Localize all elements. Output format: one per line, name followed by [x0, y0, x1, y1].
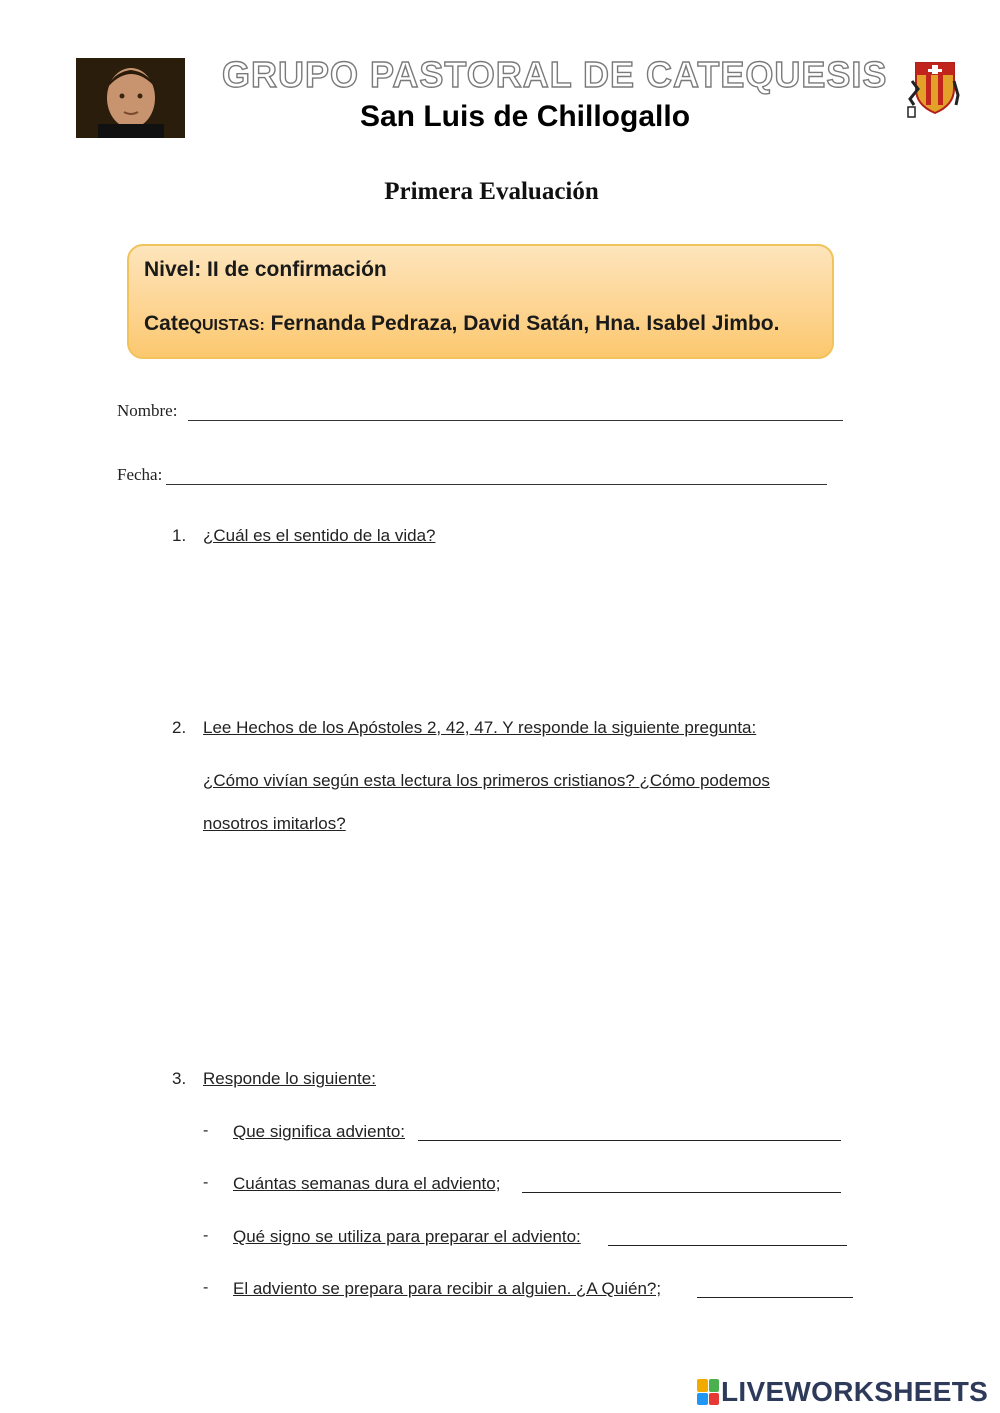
- item-text: Cuántas semanas dura el adviento;: [233, 1174, 501, 1193]
- page-title: Primera Evaluación: [384, 178, 599, 205]
- name-input-line[interactable]: [188, 420, 843, 421]
- org-location: San Luis de Chillogallo: [359, 100, 691, 133]
- item-text: El adviento se prepara para recibir a alguien. ¿A Quién?;: [233, 1279, 662, 1298]
- date-input-line[interactable]: [166, 484, 827, 485]
- answer-input-line[interactable]: [418, 1140, 841, 1141]
- liveworksheets-logo-icon: [697, 1379, 719, 1405]
- catechists-text: [144, 312, 779, 336]
- question-subtext: nosotros imitarlos?: [203, 814, 346, 833]
- date-label: Fecha:: [117, 465, 163, 484]
- level-text: Nivel: II de confirmación: [144, 258, 387, 281]
- question-text: Lee Hechos de los Apóstoles 2, 42, 47. Y responde la siguiente pregunta:: [203, 718, 757, 737]
- question-number: 3.: [172, 1069, 187, 1088]
- answer-input-line[interactable]: [697, 1297, 853, 1298]
- question-subtext: ¿Cómo vivían según esta lectura los primeros cristianos? ¿Cómo podemos: [203, 771, 770, 790]
- question-number: 2.: [172, 718, 187, 737]
- answer-input-line[interactable]: [608, 1245, 847, 1246]
- catechists-prefix: Cate: [144, 312, 190, 335]
- item-dash: -: [203, 1122, 209, 1139]
- catechists-prefix-small: QUISTAS:: [189, 317, 265, 334]
- question-text: Responde lo siguiente:: [203, 1069, 376, 1088]
- item-dash: -: [203, 1174, 209, 1191]
- liveworksheets-logo: [697, 1376, 988, 1408]
- question-text: ¿Cuál es el sentido de la vida?: [203, 526, 436, 545]
- saint-portrait-icon: [76, 58, 185, 138]
- catechists-names: Fernanda Pedraza, David Satán, Hna. Isabel Jimbo.: [264, 312, 780, 335]
- org-name: GRUPO PASTORAL DE CATEQUESIS: [222, 54, 888, 95]
- item-dash: -: [203, 1279, 209, 1296]
- item-text: Qué signo se utiliza para preparar el adviento:: [233, 1227, 581, 1246]
- item-text: Que significa adviento:: [233, 1122, 405, 1141]
- question-number: 1.: [172, 526, 187, 545]
- name-label: Nombre:: [117, 401, 178, 420]
- brand-name: LIVEWORKSHEETS: [721, 1376, 989, 1407]
- parish-crest-icon: [904, 55, 962, 121]
- item-dash: -: [203, 1227, 209, 1244]
- answer-input-line[interactable]: [522, 1192, 841, 1193]
